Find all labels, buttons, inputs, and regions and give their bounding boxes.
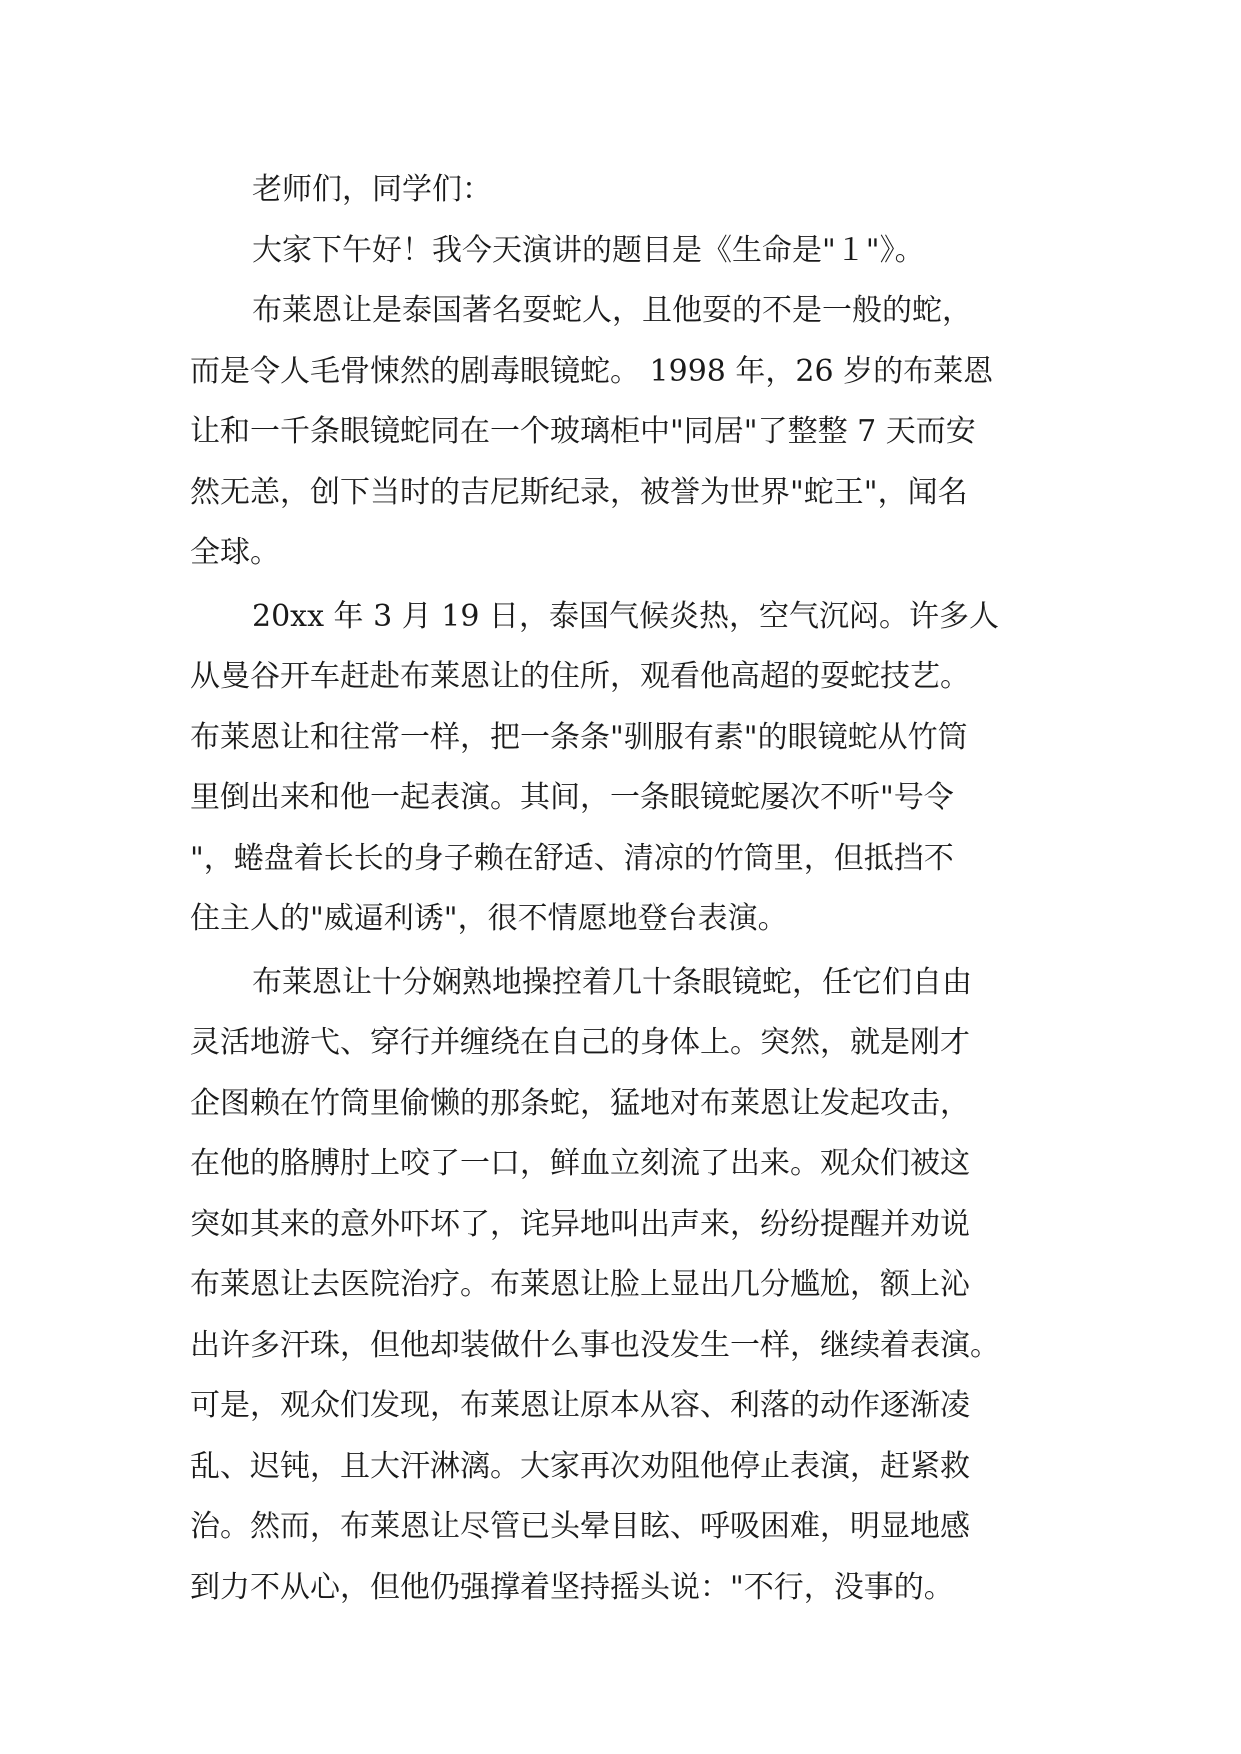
text-line: 住主人的"威逼利诱"，很不情愿地登台表演。 bbox=[190, 901, 788, 936]
text-line: 在他的胳膊肘上咬了一口，鲜血立刻流了出来。观众们被这 bbox=[190, 1146, 970, 1181]
speech-text bbox=[190, 160, 1075, 1618]
text-line: 然无恙，创下当时的吉尼斯纪录，被誉为世界"蛇王"，闻名 bbox=[190, 474, 968, 510]
text-line: 20xx 年 3 月 19 日，泰国气候炎热，空气沉闷。许多人 bbox=[252, 598, 999, 634]
greeting-paragraph bbox=[190, 160, 1075, 221]
text-line: 出许多汗珠，但他却装做什么事也没发生一样，继续着表演。 bbox=[190, 1327, 1000, 1363]
text-line: 而是令人毛骨悚然的剧毒眼镜蛇。 1998 年，26 岁的布莱恩 bbox=[190, 353, 994, 389]
text-line: 布莱恩让和往常一样，把一条条"驯服有素"的眼镜蛇从竹筒 bbox=[190, 719, 968, 755]
body-paragraph-3 bbox=[190, 953, 1075, 1619]
text-line: 布莱恩让去医院治疗。布莱恩让脸上显出几分尴尬，额上沁 bbox=[190, 1267, 970, 1302]
body-paragraph-1 bbox=[190, 281, 1075, 584]
text-line: 突如其来的意外吓坏了，诧异地叫出声来，纷纷提醒并劝说 bbox=[190, 1206, 970, 1242]
greeting-line: 老师们，同学们： bbox=[252, 172, 492, 207]
text-line: 从曼谷开车赶赴布莱恩让的住所，观看他高超的耍蛇技艺。 bbox=[190, 659, 970, 694]
text-line: 乱、迟钝，且大汗淋漓。大家再次劝阻他停止表演，赶紧救 bbox=[190, 1448, 970, 1484]
text-line: 全球。 bbox=[190, 535, 280, 570]
text-line: 灵活地游弋、穿行并缠绕在自己的身体上。突然，就是刚才 bbox=[190, 1025, 970, 1060]
opening-line: 大家下午好！我今天演讲的题目是《生命是"１"》。 bbox=[252, 232, 925, 268]
text-line: 里倒出来和他一起表演。其间，一条眼镜蛇屡次不听"号令 bbox=[190, 780, 954, 815]
text-line: 布莱恩让十分娴熟地操控着几十条眼镜蛇，任它们自由 bbox=[252, 964, 972, 1000]
body-paragraph-2 bbox=[190, 587, 1075, 950]
text-line: 到力不从心，但他仍强撑着坚持摇头说："不行，没事的。 bbox=[190, 1569, 954, 1605]
text-line: "，蜷盘着长长的身子赖在舒适、清凉的竹筒里，但抵挡不 bbox=[190, 840, 954, 876]
text-line: 可是，观众们发现，布莱恩让原本从容、利落的动作逐渐凌 bbox=[190, 1388, 970, 1423]
text-line: 企图赖在竹筒里偷懒的那条蛇，猛地对布莱恩让发起攻击， bbox=[190, 1085, 970, 1121]
text-line: 治。然而，布莱恩让尽管已头晕目眩、呼吸困难，明显地感 bbox=[190, 1509, 970, 1544]
text-line: 布莱恩让是泰国著名耍蛇人，且他耍的不是一般的蛇， bbox=[252, 293, 972, 328]
text-line: 让和一千条眼镜蛇同在一个玻璃柜中"同居"了整整 7 天而安 bbox=[190, 414, 976, 449]
opening-paragraph bbox=[190, 221, 1075, 282]
